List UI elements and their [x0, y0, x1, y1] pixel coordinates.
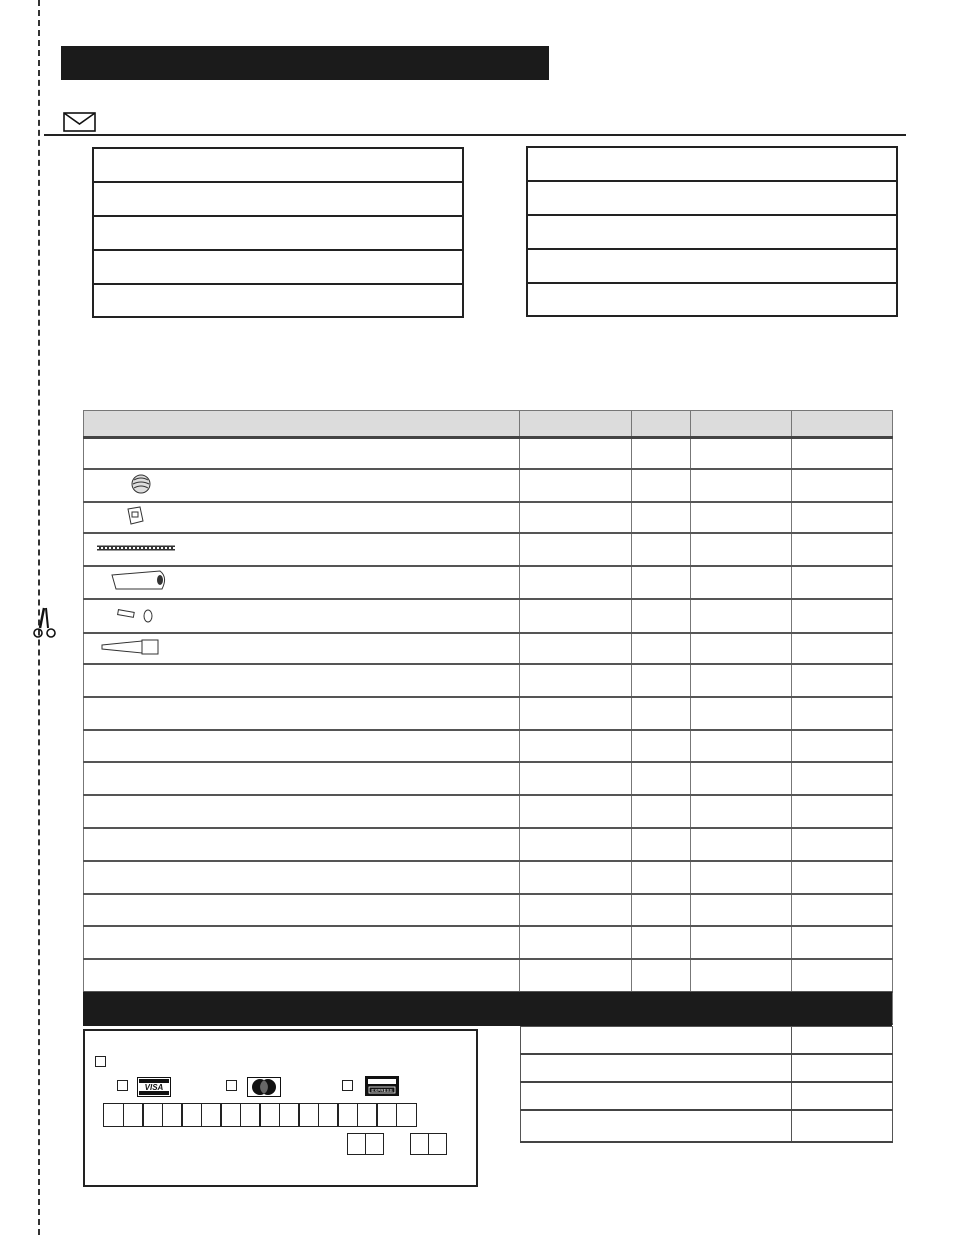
- order-row: [84, 633, 893, 664]
- description-cell[interactable]: [84, 795, 520, 828]
- quantity-cell[interactable]: [632, 566, 691, 599]
- quantity-cell[interactable]: [632, 828, 691, 861]
- quantity-cell[interactable]: [632, 959, 691, 992]
- card-digit-box[interactable]: [103, 1103, 124, 1127]
- svg-text:VISA: VISA: [144, 1083, 164, 1092]
- card-digit-box[interactable]: [220, 1103, 241, 1127]
- totals-table: [520, 1026, 893, 1143]
- column-header-quantity: [632, 411, 691, 438]
- description-cell[interactable]: [84, 894, 520, 926]
- quantity-cell[interactable]: [632, 697, 691, 730]
- quantity-cell[interactable]: [632, 926, 691, 959]
- order-row: [84, 599, 893, 633]
- order-row: [84, 502, 893, 533]
- part-number-cell[interactable]: [520, 730, 632, 762]
- totals-row: [521, 1027, 893, 1055]
- description-cell[interactable]: [84, 959, 520, 992]
- unit-price-cell[interactable]: [691, 438, 792, 470]
- quantity-cell[interactable]: [632, 502, 691, 533]
- unit-price-cell[interactable]: [691, 959, 792, 992]
- shipping-address-box: [526, 146, 898, 317]
- unit-price-cell[interactable]: [691, 894, 792, 926]
- brush-tool-icon: [116, 607, 515, 626]
- order-row: [84, 469, 893, 502]
- quantity-cell[interactable]: [632, 730, 691, 762]
- part-number-cell[interactable]: [520, 533, 632, 566]
- column-header-unit-price: [691, 411, 792, 438]
- shipping-field[interactable]: [528, 148, 896, 182]
- total-cell[interactable]: [792, 633, 893, 664]
- order-row: [84, 438, 893, 470]
- card-digit-box[interactable]: [240, 1103, 261, 1127]
- card-digit-box[interactable]: [337, 1103, 358, 1127]
- description-cell[interactable]: [84, 438, 520, 470]
- part-number-cell[interactable]: [520, 894, 632, 926]
- totals-label: [521, 1082, 792, 1110]
- expiry-year-field[interactable]: [410, 1133, 445, 1155]
- unit-price-cell[interactable]: [691, 566, 792, 599]
- order-row: [84, 926, 893, 959]
- total-cell[interactable]: [792, 762, 893, 795]
- unit-price-cell[interactable]: [691, 469, 792, 502]
- order-row: [84, 861, 893, 894]
- quantity-cell[interactable]: [632, 633, 691, 664]
- quantity-cell[interactable]: [632, 533, 691, 566]
- billing-field[interactable]: [94, 217, 462, 251]
- unit-price-cell[interactable]: [691, 664, 792, 697]
- description-cell[interactable]: [84, 633, 520, 664]
- unit-price-cell[interactable]: [691, 795, 792, 828]
- quantity-cell[interactable]: [632, 438, 691, 470]
- hose-icon: [96, 543, 515, 556]
- payment-box: [83, 1029, 478, 1187]
- order-row: [84, 762, 893, 795]
- order-row: [84, 566, 893, 599]
- svg-text:EXPRESS: EXPRESS: [371, 1088, 393, 1093]
- scissors-icon: [30, 606, 58, 642]
- total-cell[interactable]: [792, 533, 893, 566]
- totals-row: [521, 1082, 893, 1110]
- nozzle-icon: [110, 569, 515, 596]
- part-number-cell[interactable]: [520, 828, 632, 861]
- expiry-digit-box[interactable]: [428, 1133, 447, 1155]
- description-cell[interactable]: [84, 664, 520, 697]
- order-table: [83, 410, 893, 1025]
- unit-price-cell[interactable]: [691, 762, 792, 795]
- unit-price-cell[interactable]: [691, 730, 792, 762]
- expiry-digit-box[interactable]: [365, 1133, 384, 1155]
- card-number-field[interactable]: [103, 1103, 415, 1127]
- filter-sponge-icon: [128, 473, 515, 498]
- description-cell[interactable]: [84, 469, 520, 502]
- shipping-field[interactable]: [528, 284, 896, 318]
- description-cell[interactable]: [84, 566, 520, 599]
- total-cell[interactable]: [792, 566, 893, 599]
- billing-field[interactable]: [94, 285, 462, 319]
- total-cell[interactable]: [792, 697, 893, 730]
- unit-price-cell[interactable]: [691, 633, 792, 664]
- crevice-tool-icon: [100, 637, 515, 660]
- quantity-cell[interactable]: [632, 894, 691, 926]
- order-row: [84, 664, 893, 697]
- filter-frame-icon: [122, 505, 515, 530]
- part-number-cell[interactable]: [520, 438, 632, 470]
- unit-price-cell[interactable]: [691, 599, 792, 633]
- column-header-total: [792, 411, 893, 438]
- card-digit-box[interactable]: [279, 1103, 300, 1127]
- part-number-cell[interactable]: [520, 762, 632, 795]
- description-cell[interactable]: [84, 861, 520, 894]
- part-number-cell[interactable]: [520, 959, 632, 992]
- order-table-header: [84, 411, 893, 438]
- order-row: [84, 697, 893, 730]
- column-header-part-number: [520, 411, 632, 438]
- total-cell[interactable]: [792, 926, 893, 959]
- totals-label: [521, 1110, 792, 1142]
- part-number-cell[interactable]: [520, 566, 632, 599]
- total-cell[interactable]: [792, 828, 893, 861]
- card-digit-box[interactable]: [123, 1103, 144, 1127]
- envelope-icon: [63, 112, 96, 132]
- card-digit-box[interactable]: [298, 1103, 319, 1127]
- unit-price-cell[interactable]: [691, 502, 792, 533]
- totals-value[interactable]: [792, 1054, 893, 1082]
- totals-value[interactable]: [792, 1110, 893, 1142]
- visa-checkbox[interactable]: [117, 1080, 128, 1091]
- unit-price-cell[interactable]: [691, 828, 792, 861]
- part-number-cell[interactable]: [520, 795, 632, 828]
- card-digit-box[interactable]: [142, 1103, 163, 1127]
- billing-field[interactable]: [94, 251, 462, 285]
- visa-logo: [137, 1077, 171, 1097]
- order-row: [84, 730, 893, 762]
- card-digit-box[interactable]: [318, 1103, 339, 1127]
- billing-address-box: [92, 147, 464, 318]
- card-digit-box[interactable]: [357, 1103, 378, 1127]
- description-cell[interactable]: [84, 762, 520, 795]
- order-row: [84, 894, 893, 926]
- shipping-field[interactable]: [528, 216, 896, 250]
- totals-row: [521, 1110, 893, 1142]
- mastercard-logo: [247, 1077, 281, 1097]
- part-number-cell[interactable]: [520, 664, 632, 697]
- totals-label: [521, 1027, 792, 1055]
- part-number-cell[interactable]: [520, 469, 632, 502]
- part-number-cell[interactable]: [520, 599, 632, 633]
- amex-checkbox[interactable]: [342, 1080, 353, 1091]
- total-cell[interactable]: [792, 894, 893, 926]
- description-cell[interactable]: [84, 533, 520, 566]
- total-cell[interactable]: [792, 861, 893, 894]
- part-number-cell[interactable]: [520, 926, 632, 959]
- order-row: [84, 959, 893, 992]
- quantity-cell[interactable]: [632, 861, 691, 894]
- order-row: [84, 533, 893, 566]
- description-cell[interactable]: [84, 502, 520, 533]
- total-cell[interactable]: [792, 438, 893, 470]
- description-cell[interactable]: [84, 697, 520, 730]
- column-header-description: [84, 411, 520, 438]
- section-divider-band: [83, 992, 892, 1026]
- description-cell[interactable]: [84, 926, 520, 959]
- shipping-field[interactable]: [528, 250, 896, 284]
- card-digit-box[interactable]: [259, 1103, 280, 1127]
- billing-field[interactable]: [94, 149, 462, 183]
- part-number-cell[interactable]: [520, 697, 632, 730]
- total-cell[interactable]: [792, 730, 893, 762]
- total-cell[interactable]: [792, 664, 893, 697]
- totals-label: [521, 1054, 792, 1082]
- quantity-cell[interactable]: [632, 762, 691, 795]
- card-digit-box[interactable]: [396, 1103, 417, 1127]
- total-cell[interactable]: [792, 599, 893, 633]
- card-digit-box[interactable]: [181, 1103, 202, 1127]
- description-cell[interactable]: [84, 828, 520, 861]
- quantity-cell[interactable]: [632, 795, 691, 828]
- part-number-cell[interactable]: [520, 502, 632, 533]
- amex-logo: [365, 1076, 399, 1096]
- expiry-month-field[interactable]: [347, 1133, 382, 1155]
- description-cell[interactable]: [84, 730, 520, 762]
- card-digit-box[interactable]: [376, 1103, 397, 1127]
- order-row: [84, 795, 893, 828]
- shipping-field[interactable]: [528, 182, 896, 216]
- unit-price-cell[interactable]: [691, 926, 792, 959]
- total-cell[interactable]: [792, 502, 893, 533]
- totals-value[interactable]: [792, 1027, 893, 1055]
- totals-row: [521, 1054, 893, 1082]
- expiry-digit-box[interactable]: [410, 1133, 429, 1155]
- quantity-cell[interactable]: [632, 599, 691, 633]
- header-rule: [44, 134, 906, 136]
- card-digit-box[interactable]: [162, 1103, 183, 1127]
- unit-price-cell[interactable]: [691, 533, 792, 566]
- totals-value[interactable]: [792, 1082, 893, 1110]
- quantity-cell[interactable]: [632, 469, 691, 502]
- form-title-bar: [61, 46, 549, 80]
- mastercard-checkbox[interactable]: [226, 1080, 237, 1091]
- unit-price-cell[interactable]: [691, 861, 792, 894]
- payment-method-checkbox[interactable]: [95, 1056, 106, 1067]
- total-cell[interactable]: [792, 469, 893, 502]
- description-cell[interactable]: [84, 599, 520, 633]
- order-row: [84, 828, 893, 861]
- part-number-cell[interactable]: [520, 633, 632, 664]
- total-cell[interactable]: [792, 959, 893, 992]
- total-cell[interactable]: [792, 795, 893, 828]
- expiry-digit-box[interactable]: [347, 1133, 366, 1155]
- card-digit-box[interactable]: [201, 1103, 222, 1127]
- quantity-cell[interactable]: [632, 664, 691, 697]
- billing-field[interactable]: [94, 183, 462, 217]
- unit-price-cell[interactable]: [691, 697, 792, 730]
- part-number-cell[interactable]: [520, 861, 632, 894]
